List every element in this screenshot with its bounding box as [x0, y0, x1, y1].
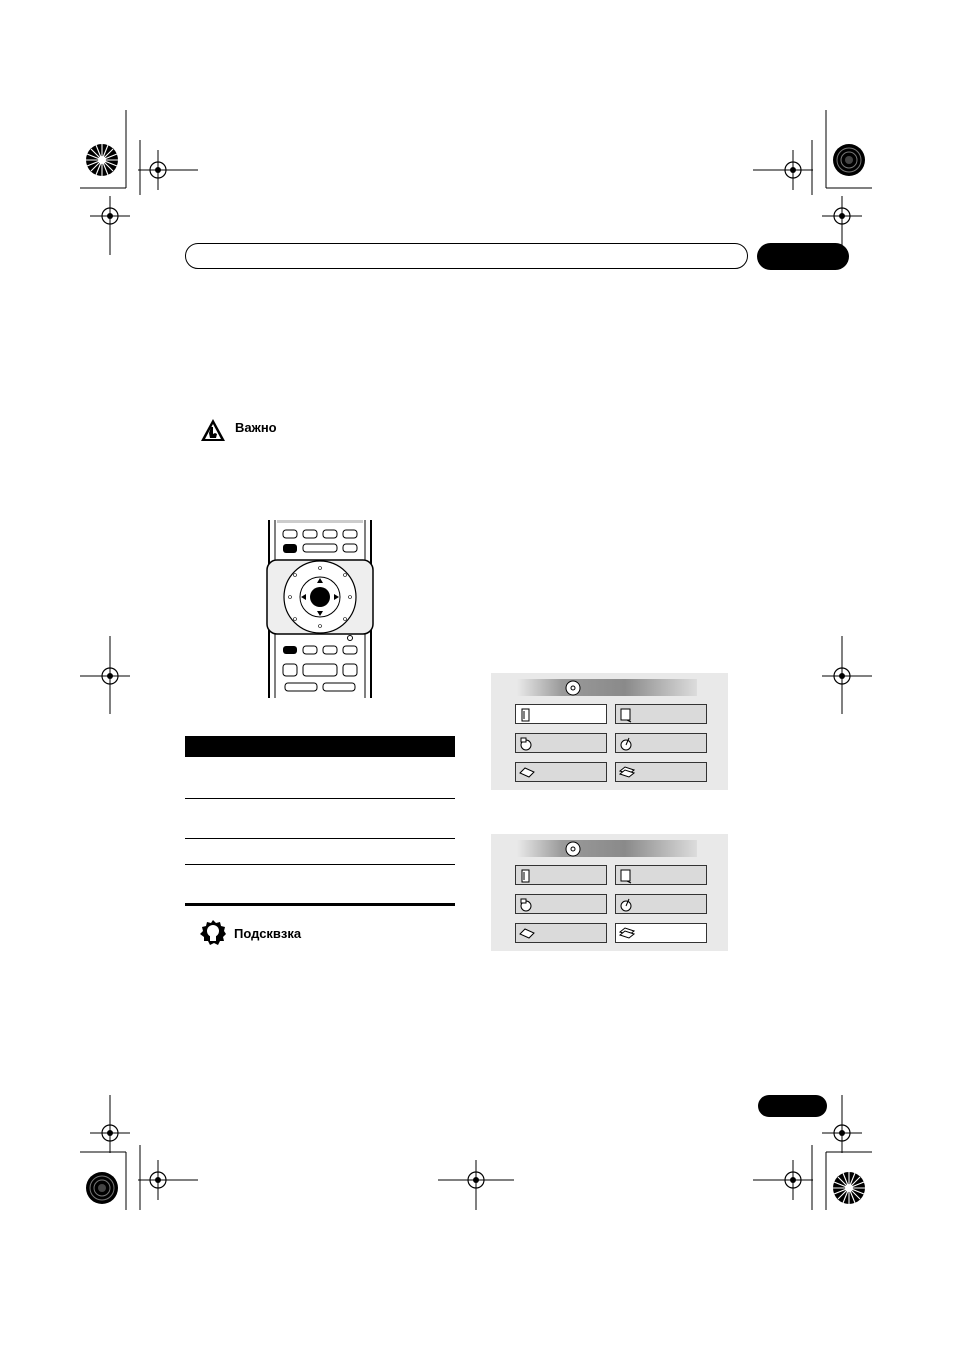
table-row-divider	[185, 838, 455, 839]
tv-screen-icon	[619, 707, 633, 723]
disc-icon	[565, 841, 581, 857]
options-icon	[619, 765, 635, 779]
menu-button-player[interactable]	[515, 865, 607, 885]
table-row-divider	[185, 798, 455, 799]
menu-button-audio[interactable]	[515, 894, 607, 914]
setup-menu-screen	[491, 673, 728, 790]
options-icon	[619, 926, 635, 940]
remote-control-illustration	[265, 518, 375, 700]
chapter-tab	[757, 243, 849, 270]
display-icon	[519, 926, 535, 940]
page-number-tab	[758, 1095, 827, 1117]
important-title: Важно	[235, 420, 277, 435]
tv-screen-icon	[619, 868, 633, 884]
menu-button-language[interactable]	[615, 894, 707, 914]
table-bottom-rule	[185, 903, 455, 906]
lightbulb-icon	[200, 920, 226, 946]
menu-button-player[interactable]	[515, 704, 607, 724]
menu-title-bar	[517, 679, 697, 696]
menu-button-options[interactable]	[615, 762, 707, 782]
language-icon	[619, 736, 633, 752]
setup-menu-screen	[491, 834, 728, 951]
menu-button-tv-screen[interactable]	[615, 865, 707, 885]
menu-button-audio[interactable]	[515, 733, 607, 753]
audio-icon	[519, 736, 533, 752]
menu-button-options[interactable]	[615, 923, 707, 943]
menu-button-tv-screen[interactable]	[615, 704, 707, 724]
language-icon	[619, 897, 633, 913]
player-icon	[519, 868, 533, 884]
menu-title-bar	[517, 840, 697, 857]
tip-title: Подсквзка	[234, 926, 302, 941]
header-bar	[185, 243, 748, 269]
player-icon	[519, 707, 533, 723]
menu-button-language[interactable]	[615, 733, 707, 753]
table-header	[185, 736, 455, 757]
warning-icon	[200, 418, 226, 442]
table-row-divider	[185, 864, 455, 865]
menu-button-display[interactable]	[515, 923, 607, 943]
menu-button-display[interactable]	[515, 762, 607, 782]
display-icon	[519, 765, 535, 779]
audio-icon	[519, 897, 533, 913]
disc-icon	[565, 680, 581, 696]
